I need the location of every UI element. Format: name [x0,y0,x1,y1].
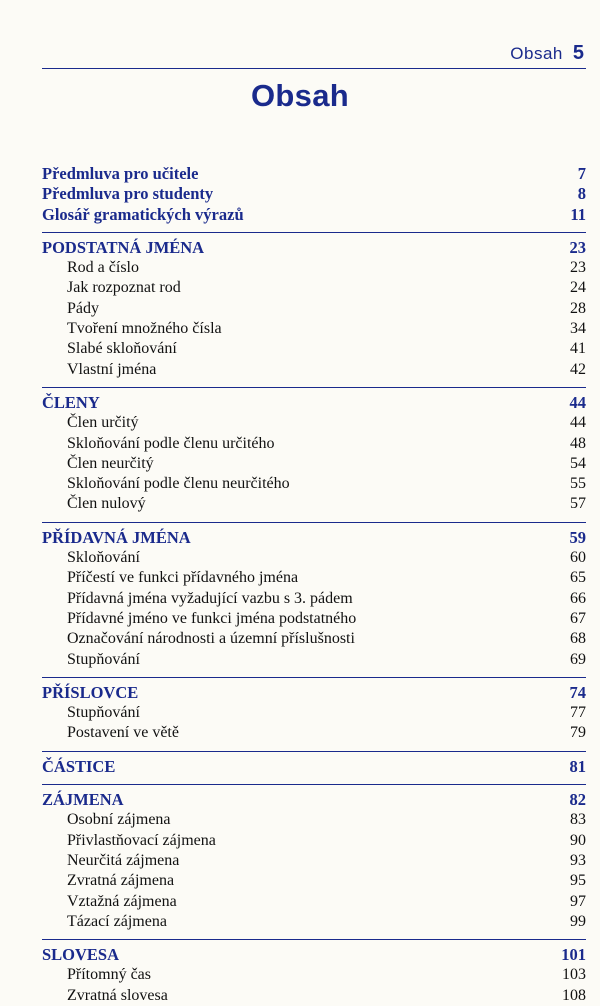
toc-entry[interactable] [42,494,586,514]
toc-entry[interactable] [42,629,586,649]
toc-section-heading[interactable] [42,790,586,810]
toc-front-entry-label: Glosář gramatických výrazů [42,204,244,224]
toc-section-heading-page: 44 [569,392,586,412]
toc-entry-page: 57 [570,495,586,513]
toc-section [42,528,586,670]
toc-entry-label: Přídavné jméno ve funkci jména podstatného [67,609,357,627]
toc-entry-page: 93 [570,851,586,869]
toc-entry-label: Příčestí ve funkci přídavného jména [67,569,299,587]
toc-entry[interactable] [42,413,586,433]
toc-front-entry[interactable] [42,205,586,225]
toc-entry[interactable] [42,319,586,339]
toc-entry-label: Skloňování podle členu neurčitého [67,475,290,493]
toc-entry-page: 103 [562,966,586,984]
toc-front-entry-label: Předmluva pro učitele [42,164,199,183]
toc-entry-page: 42 [570,360,586,378]
toc-section-heading-page: 23 [569,237,586,257]
toc-entry-label: Postavení ve větě [67,724,179,742]
toc-entry-label: Skloňování [67,549,140,567]
toc-entry[interactable] [42,434,586,454]
toc-entry[interactable] [42,965,586,985]
toc-section-heading-page: 101 [561,945,586,965]
toc-front-entry-page: 8 [577,184,586,204]
toc-entry-page: 60 [570,549,586,567]
toc-section-heading-label: PODSTATNÁ JMÉNA [42,237,205,257]
toc-entry-label: Jak rozpoznat rod [67,279,181,297]
section-divider [42,784,586,785]
page-number: 5 [572,42,584,64]
header-rule [42,68,586,69]
toc-entry[interactable] [42,568,586,588]
front-matter [42,164,586,225]
toc-entry-label: Zvratná slovesa [67,986,168,1004]
toc-entry[interactable] [42,474,586,494]
page-title: Obsah [251,78,349,113]
toc-section-heading-label: ZÁJMENA [42,790,124,810]
toc-entry-label: Stupňování [67,704,140,722]
toc-entry-page: 95 [570,872,586,890]
toc-entry-label: Stupňování [67,650,140,668]
toc-entry[interactable] [42,986,586,1006]
toc-section [42,683,586,744]
toc-section [42,790,586,932]
section-divider [42,522,586,523]
toc-entry[interactable] [42,548,586,568]
toc-entry[interactable] [42,258,586,278]
toc-section [42,393,586,515]
toc-entry[interactable] [42,609,586,629]
toc-entry-page: 66 [570,589,586,607]
toc-entry-page: 65 [570,569,586,587]
section-divider [42,387,586,388]
toc-entry-page: 34 [570,320,586,338]
toc-entry-label: Tvoření množného čísla [67,320,222,338]
toc-entry[interactable] [42,589,586,609]
toc-section-heading-label: PŘÍDAVNÁ JMÉNA [42,527,191,547]
toc-entry-label: Rod a číslo [67,259,139,277]
toc-entry[interactable] [42,723,586,743]
running-head-title: Obsah [510,44,563,63]
toc-entry-page: 28 [570,299,586,317]
toc-entry[interactable] [42,831,586,851]
toc-entry-page: 48 [570,434,586,452]
toc-section-heading-page: 82 [569,790,586,810]
toc-section-heading-page: 74 [569,682,586,702]
toc-section [42,757,586,777]
toc-front-entry-page: 7 [577,164,586,183]
toc-front-entry-label: Předmluva pro studenty [42,184,214,204]
toc-section-heading[interactable] [42,238,586,258]
toc-entry[interactable] [42,650,586,670]
toc-entry-label: Přítomný čas [67,966,151,984]
table-of-contents [42,164,586,1006]
section-divider [42,677,586,678]
toc-section-heading-page: 81 [569,756,586,776]
toc-entry-page: 99 [570,912,586,930]
toc-entry-label: Neurčitá zájmena [67,851,180,869]
toc-entry-label: Slabé skloňování [67,340,177,358]
toc-entry[interactable] [42,892,586,912]
toc-entry-page: 44 [570,414,586,432]
toc-section-heading[interactable] [42,393,586,413]
toc-entry[interactable] [42,339,586,359]
toc-entry-label: Tázací zájmena [67,912,167,930]
toc-entry-page: 23 [570,259,586,277]
toc-entry[interactable] [42,360,586,380]
toc-section-heading-page: 59 [569,527,586,547]
toc-front-entry[interactable] [42,164,586,184]
toc-front-entry[interactable] [42,184,586,204]
toc-entry-page: 67 [570,609,586,627]
section-divider [42,751,586,752]
toc-entry-page: 83 [570,811,586,829]
toc-section-heading-label: SLOVESA [42,945,120,965]
toc-entry-page: 69 [570,650,586,668]
toc-front-entry-page: 11 [570,204,586,224]
toc-entry-page: 24 [570,279,586,297]
toc-section-heading-label: ČLENY [42,392,100,412]
toc-entry[interactable] [42,278,586,298]
toc-entry-page: 41 [570,340,586,358]
toc-entry-page: 108 [562,986,586,1004]
toc-section-heading[interactable] [42,945,586,965]
toc-entry[interactable] [42,454,586,474]
toc-entry-page: 77 [570,704,586,722]
toc-section-heading[interactable] [42,757,586,777]
toc-entry[interactable] [42,703,586,723]
toc-entry[interactable] [42,851,586,871]
toc-entry-page: 79 [570,724,586,742]
toc-section-heading-label: PŘÍSLOVCE [42,682,139,702]
toc-entry-label: Pády [67,299,99,317]
toc-entry-label: Vztažná zájmena [67,892,177,910]
toc-entry-page: 90 [570,831,586,849]
toc-entry[interactable] [42,912,586,932]
toc-section-heading[interactable] [42,683,586,703]
toc-entry-page: 97 [570,892,586,910]
toc-entry-page: 55 [570,475,586,493]
toc-entry-label: Přídavná jména vyžadující vazbu s 3. pádem [67,589,353,607]
toc-entry-label: Zvratná zájmena [67,872,175,890]
section-divider [42,939,586,940]
toc-entry-label: Označování národnosti a územní příslušnosti [67,630,355,648]
toc-entry-label: Člen nulový [67,495,146,513]
toc-entry[interactable] [42,299,586,319]
toc-entry-label: Přivlastňovací zájmena [67,831,216,849]
toc-entry-page: 68 [570,630,586,648]
section-divider [42,232,586,233]
toc-section-heading[interactable] [42,528,586,548]
toc-entry-page: 54 [570,454,586,472]
toc-section-heading-label: ČÁSTICE [42,756,116,776]
toc-entry[interactable] [42,810,586,830]
toc-entry-label: Skloňování podle členu určitého [67,434,275,452]
toc-section [42,945,586,1006]
toc-entry-label: Osobní zájmena [67,811,171,829]
toc-entry[interactable] [42,871,586,891]
running-head [510,42,584,65]
toc-entry-label: Člen určitý [67,414,139,432]
toc-section [42,238,586,380]
toc-entry-label: Člen neurčitý [67,454,154,472]
toc-entry-label: Vlastní jména [67,360,157,378]
